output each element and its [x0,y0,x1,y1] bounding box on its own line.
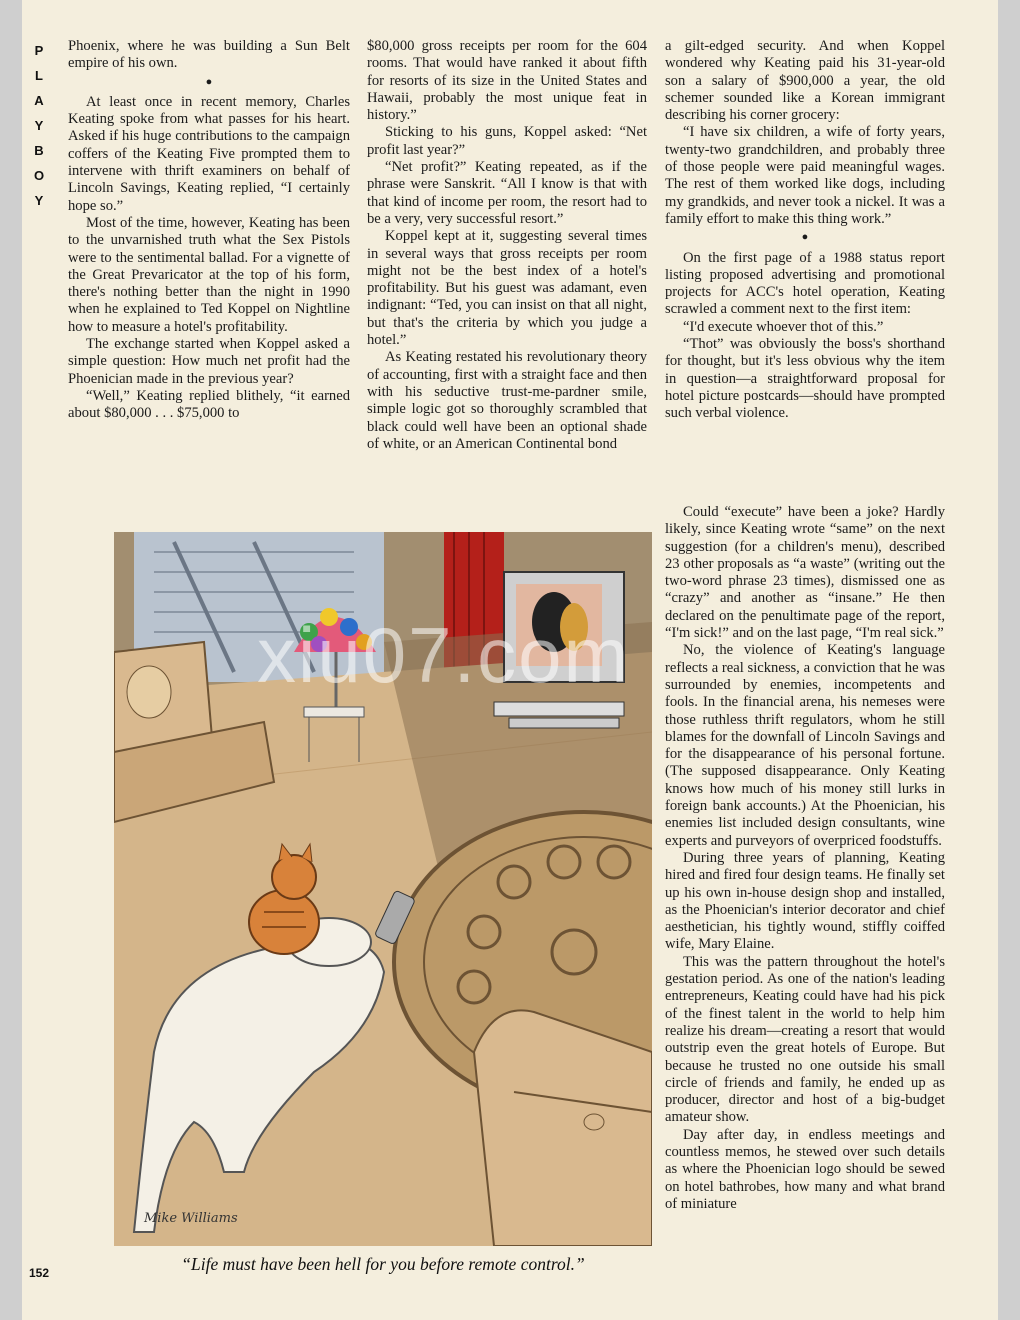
article-column-3-top [665,38,945,423]
article-column-2 [367,38,647,453]
magazine-name-vertical: P L A Y B O Y [33,43,45,208]
armchair-icon [474,1010,652,1246]
television-icon [494,572,624,728]
paragraph: Day after day, in endless meetings and countless memos, he stewed over such details as where the Phoenician logo should be sewed on hotel bathrobes, how many and what brand of miniature [665,1126,945,1212]
paragraph: No, the violence of Keating's language reflects a real sickness, a conviction that he was surrounded by enemies, incompetents and fools. In the financial arena, his nemeses were those ruthless thrift regulators, whom he still blames for the downfall of Lincoln Savings and for the disappearance of his personal fortune. (The supposed disappearance. Only Keating knows how much of his money still lurks in foreign bank accounts.) At the Phoenician, his enemies list included design consultants, wine experts and purveyors of overpriced foodstuffs. [665,642,945,849]
paragraph: “Well,” Keating replied blithely, “it earned about $80,000 . . . $75,000 to [68,387,350,422]
paragraph: “I have six children, a wife of forty years, twenty-two grandchildren, and probably three of those people were paid meaningful wages. The rest of them worked like dogs, including my grandkids, and never took a nickel. It was a family effort to make this thing work.” [665,124,945,227]
paragraph: Most of the time, however, Keating has been to the unvarnished truth what the Sex Pistols were to the sentimental ballad. For a vignette of the Great Prevaricator at the top of his form, there's nothing better than the night in 1990 when he explained to Ted Koppel on Nightline how to measure a hotel's profitability. [68,214,350,335]
paragraph: “Net profit?” Keating repeated, as if the phrase were Sanskrit. “All I know is that with that kind of income per room, the resort had to be a very, very successful resort.” [367,159,647,227]
paragraph: As Keating restated his revolutionary theory of accounting, first with a straight face and then with his seductive trust-me-pardner smile, simple logic got so thoroughly scrambled that black could well have been an optional shade of white, or an American Continental bond [367,349,647,452]
paragraph: At least once in recent memory, Charles Keating spoke from what passes for his heart. Asked if his huge contributions to the campaign coffers of the Keating Five prompted them to intervene with thrift examiners on behalf of Lincoln Savings, Keating replied, “I certainly hope so.” [68,93,350,214]
paragraph: $80,000 gross receipts per room for the 604 rooms. That would have ranked it about fifth for resorts of its size in the United States and Hawaii, probably the most unique feat in history.” [367,38,647,124]
magazine-page [22,0,998,1320]
paragraph: “I'd execute whoever thot of this.” [683,318,884,335]
paragraph: Sticking to his guns, Koppel asked: “Net profit last year?” [367,124,647,158]
article-column-1 [68,38,350,423]
cartoon-caption: “Life must have been hell for you before remote control.” [181,1254,585,1274]
article-column-3-bottom [665,504,945,1213]
section-bullet: ● [205,75,213,88]
paragraph: On the first page of a 1988 status report listing proposed advertising and promotional projects for ACC's hotel operation, Keating scrawled a comment next to the first item: [665,249,945,318]
paragraph: The exchange started when Koppel asked a simple question: How much net profit had the Phoenician made in the previous year? [68,336,350,387]
page-number: 152 [29,1266,50,1280]
paragraph: During three years of planning, Keating hired and fired four design teams. He finally set up his own in-house design shop and installed, as the Phoenician's interior decorator and chief aesthetician, his tightly wound, stiffly coiffed wife, Mary Elaine. [665,849,945,953]
paragraph: Could “execute” have been a joke? Hardly likely, since Keating wrote “same” on the next suggestion (for a children's menu), described 23 other proposals as “a waste” (writing out the two-word phrase 23 times), dismissed one as “crazy” and another as “insane.” He then declared on the penultimate page of the report, “I'm sick!” and on the last page, “I'm real sick.” [665,504,945,642]
section-bullet: ● [801,231,809,244]
paragraph: a gilt-edged security. And when Koppel wondered why Keating paid his 31-year-old son a salary of $900,000 a year, the old schemer sounded like a Korean immigrant describing his corner grocery: [665,38,945,124]
watermark: xiu07.com [257,611,631,699]
artist-signature: Mike Williams [144,1211,238,1226]
paragraph: “Thot” was obviously the boss's shorthand for thought, but it's less obvious why the item in question—a straightforward proposal for hotel picture postcards—should have prompted such verbal violence. [665,336,945,422]
paragraph: Koppel kept at it, suggesting several times in several ways that gross receipts per room might not be the best index of a hotel's profitability. But his guest was adamant, even indignant: “Ted, you can insist on that all night, but that's the criteria by which you judge a hotel.” [367,228,647,349]
cartoon-illustration [114,532,652,1246]
paragraph: This was the pattern throughout the hotel's gestation period. As one of the nation's leading entrepreneurs, Keating could have had his pick of the finest talent in the world to help him realize his dream—creating a resort that would outstrip even the great hotels of Europe. But because he trusted no one outside his small circle of friends and family, he ended up as producer, director and host of a big-budget amateur show. [665,953,945,1126]
paragraph: Phoenix, where he was building a Sun Belt empire of his own. [68,38,350,72]
